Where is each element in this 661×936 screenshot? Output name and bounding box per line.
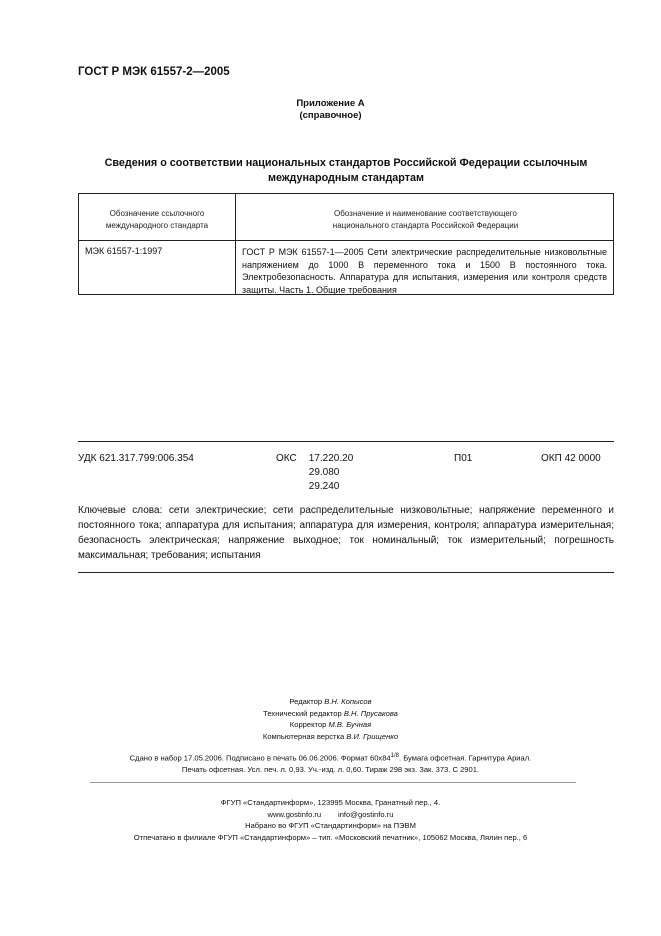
udk-code: УДК 621.317.799:006.354 — [78, 453, 194, 464]
divider-rule-thin — [90, 782, 576, 783]
credit-line: Компьютерная верстка В.И. Грищенко — [262, 731, 399, 741]
oks-value: 17.220.20 — [308, 453, 354, 464]
document-code: ГОСТ Р МЭК 61557-2—2005 — [78, 66, 230, 78]
credit-line: Редактор В.Н. Копысов — [289, 697, 372, 706]
credit-line: Корректор М.В. Бучная — [289, 720, 372, 729]
header-line: Обозначение и наименование соответствующего — [334, 209, 517, 218]
print-line2: Печать офсетная. Усл. печ. л. 0,93. Уч.-изд. л. 0,60. Тираж 298 экз. Зак. 373. С 2901. — [181, 765, 480, 775]
header-line: международного стандарта — [105, 221, 209, 230]
okp-code: ОКП 42 0000 — [541, 453, 601, 464]
oks-code — [276, 452, 353, 494]
publisher-line: ФГУП «Стандартинформ», 123995 Москва, Гранатный пер., 4. — [220, 798, 441, 807]
table-header-national — [236, 208, 615, 232]
publisher-line: Отпечатано в филиале ФГУП «Стандартинформ» – тип. «Московский печатник», 105062 Москва, Лялин пер., 6 — [133, 832, 528, 842]
divider-rule — [78, 572, 614, 573]
publisher-web[interactable]: www.gostinfo.ru info@gostinfo.ru — [267, 809, 394, 819]
oks-label: ОКС — [276, 453, 297, 464]
correspondence-table — [78, 193, 614, 295]
keywords: Ключевые слова: сети электрические; сети распределительные низковольтные; напряжение переменного и постоянного тока; аппаратура для испытания; аппаратура для измерения, контроля; аппаратура измерительная; безопасность электрическая; напряжение выходное; ток номинальный; ток измерительный; погрешность максимальная; требования; испытания — [78, 505, 614, 561]
credit-line: Технический редактор В.Н. Прусакова — [263, 708, 398, 718]
publisher-block — [0, 797, 661, 843]
table-header-divider — [79, 240, 613, 241]
table-header-international — [79, 208, 235, 232]
group-code: П01 — [454, 453, 473, 464]
annex-title: Приложение А — [296, 98, 365, 109]
section-heading — [78, 156, 614, 186]
oks-value: 29.240 — [308, 481, 340, 492]
annex-subtitle: (справочное) — [299, 110, 362, 121]
print-info — [0, 751, 661, 776]
print-line1: Сдано в набор 17.05.2006. Подписано в печать 06.06.2006. Формат $60х84^{1/8}$. Бумага офсетная. Гарнитура Ариал. — [129, 753, 532, 763]
table-cell-national: ГОСТ Р МЭК 61557-1—2005 Сети электрические распределительные низковольтные напряжением до 1000 В переменного тока и 1500 В постоянного тока. Электробезопасность. Аппаратура для испытания, измерения или контроля средств защиты. Часть 1. Общие требования — [242, 247, 607, 295]
header-line: Обозначение ссылочного — [109, 209, 205, 218]
oks-value: 29.080 — [308, 467, 340, 478]
table-cell-international: МЭК 61557-1:1997 — [85, 246, 163, 256]
credits-block — [0, 696, 661, 742]
publisher-line: Набрано во ФГУП «Стандартинформ» на ПЭВМ — [245, 821, 416, 830]
divider-rule — [78, 441, 614, 442]
oks-values — [309, 452, 354, 494]
section-heading-line1: Сведения о соответствии национальных стандартов Российской Федерации ссылочным — [104, 157, 588, 169]
section-heading-line2: международным стандартам — [267, 172, 425, 184]
header-line: национального стандарта Российской Федерации — [332, 221, 519, 230]
